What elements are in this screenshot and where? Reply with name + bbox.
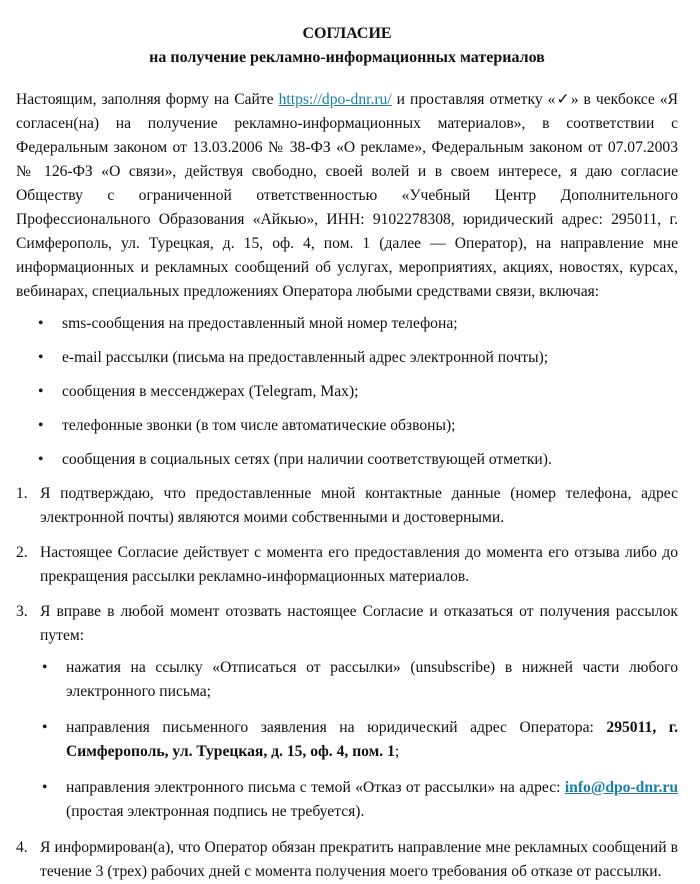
revoke-address-post: ; (394, 743, 400, 760)
numbered-list (16, 482, 678, 884)
site-link[interactable]: https://dpo-dnr.ru/ (278, 91, 392, 108)
item-text: Я вправе в любой момент отозвать настоящее Согласие и отказаться от получения рассылок путем: (40, 603, 678, 644)
operator-address: 295011, г. Симферополь, ул. Турецкая, д. 15, оф. 4, пом. 1 (66, 719, 679, 760)
list-item: • телефонные звонки (в том числе автоматические обзвоны); (16, 414, 678, 438)
document-subtitle: на получение рекламно-информационных материалов (149, 49, 545, 66)
email-link[interactable]: info@dpo-dnr.ru (564, 779, 678, 796)
item-text: Настоящее Согласие действует с момента его предоставления до момента его отзыва либо до прекращения рассылки рекламно-информационных материалов. (40, 544, 678, 585)
list-item: • нажатия на ссылку «Отписаться от рассылки» (unsubscribe) в нижней части любого электронного письма; (40, 656, 678, 704)
revoke-email-post: (простая электронная подпись не требуется). (66, 803, 365, 820)
intro-text-rest: и проставляя отметку «✓» в чекбоксе «Я согласен(на) на получение рекламно-информационных материалов», в соответствии с Федеральным законом от 13.03.2006 № 38-ФЗ «О рекламе», Федеральным законом от 07.07.2003 № 126-ФЗ «О связи», действуя свободно, своей волей и в своем интересе, я даю согласие Обществу с ограниченной ответственностью «Учебный Центр Дополнительного Профессионального Образования «Айкью», ИНН: 9102278308, юридический адрес: 295011, г. Симферополь, ул. Турецкая, д. 15, оф. 4, пом. 1 (далее — Оператор), на направление мне информационных и рекламных сообщений об услугах, мероприятиях, акциях, новостях, курсах, вебинарах, специальных предложениях Оператора любыми средствами связи, включая: (16, 91, 678, 300)
numbered-item-1 (16, 482, 678, 530)
item-number: 3. (16, 603, 28, 620)
list-item: • сообщения в мессенджерах (Telegram, Max); (16, 380, 678, 404)
intro-paragraph (16, 88, 678, 304)
intro-text-start: Настоящим, заполняя форму на Сайте (16, 91, 279, 108)
revoke-address-pre: направления письменного заявления на юридический адрес Оператора: (66, 719, 607, 736)
list-item: • sms-сообщения на предоставленный мной номер телефона; (16, 312, 678, 336)
list-item (40, 716, 678, 764)
revoke-email-pre: направления электронного письма с темой «Отказ от рассылки» на адрес: (66, 779, 565, 796)
item-number: 1. (16, 485, 28, 502)
item-text: Я информирован(а), что Оператор обязан прекратить направление мне рекламных сообщений в течение 3 (трех) рабочих дней с момента получения моего требования об отказе от рассылки. (40, 839, 678, 880)
list-item (40, 776, 678, 824)
numbered-item-3 (16, 600, 678, 824)
document-title: СОГЛАСИЕ (302, 25, 392, 42)
item-number: 4. (16, 839, 28, 856)
item-number: 2. (16, 544, 28, 561)
numbered-item-4 (16, 836, 678, 884)
item-text: Я подтверждаю, что предоставленные мной контактные данные (номер телефона, адрес электронной почты) являются моими собственными и достоверными. (40, 485, 678, 526)
list-item: • сообщения в социальных сетях (при наличии соответствующей отметки). (16, 448, 678, 472)
channels-list (16, 312, 678, 472)
revoke-methods-list (40, 656, 678, 824)
numbered-item-2 (16, 541, 678, 589)
list-item: • e-mail рассылки (письма на предоставленный адрес электронной почты); (16, 346, 678, 370)
